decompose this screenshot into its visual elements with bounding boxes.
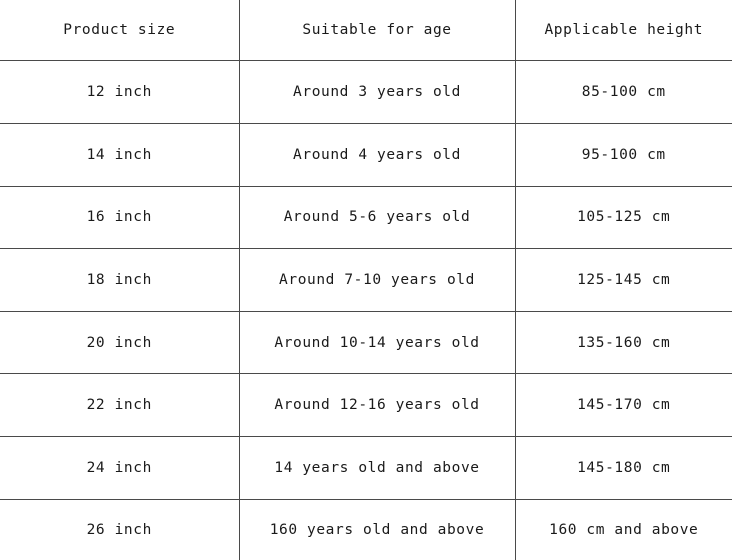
cell-suitable-for-age: 160 years old and above (239, 499, 515, 560)
table-row (0, 186, 732, 249)
cell-product-size: 12 inch (0, 61, 239, 124)
cell-product-size: 20 inch (0, 311, 239, 374)
cell-applicable-height: 85-100 cm (515, 61, 732, 124)
cell-suitable-for-age: Around 4 years old (239, 123, 515, 186)
table-row (0, 61, 732, 124)
cell-suitable-for-age: Around 12-16 years old (239, 374, 515, 437)
cell-suitable-for-age: 14 years old and above (239, 437, 515, 500)
cell-product-size: 24 inch (0, 437, 239, 500)
cell-suitable-for-age: Around 7-10 years old (239, 249, 515, 312)
cell-product-size: 22 inch (0, 374, 239, 437)
cell-product-size: 14 inch (0, 123, 239, 186)
column-header-suitable-for-age: Suitable for age (239, 0, 515, 61)
cell-product-size: 16 inch (0, 186, 239, 249)
table-row (0, 499, 732, 560)
table-row (0, 374, 732, 437)
table-row (0, 437, 732, 500)
cell-applicable-height: 125-145 cm (515, 249, 732, 312)
cell-suitable-for-age: Around 10-14 years old (239, 311, 515, 374)
table-row (0, 311, 732, 374)
table-row (0, 249, 732, 312)
cell-suitable-for-age: Around 3 years old (239, 61, 515, 124)
cell-applicable-height: 145-170 cm (515, 374, 732, 437)
cell-applicable-height: 95-100 cm (515, 123, 732, 186)
column-header-applicable-height: Applicable height (515, 0, 732, 61)
cell-applicable-height: 105-125 cm (515, 186, 732, 249)
cell-applicable-height: 160 cm and above (515, 499, 732, 560)
column-header-product-size: Product size (0, 0, 239, 61)
table-row (0, 123, 732, 186)
table-header-row (0, 0, 732, 61)
cell-applicable-height: 135-160 cm (515, 311, 732, 374)
cell-product-size: 26 inch (0, 499, 239, 560)
cell-applicable-height: 145-180 cm (515, 437, 732, 500)
cell-suitable-for-age: Around 5-6 years old (239, 186, 515, 249)
cell-product-size: 18 inch (0, 249, 239, 312)
